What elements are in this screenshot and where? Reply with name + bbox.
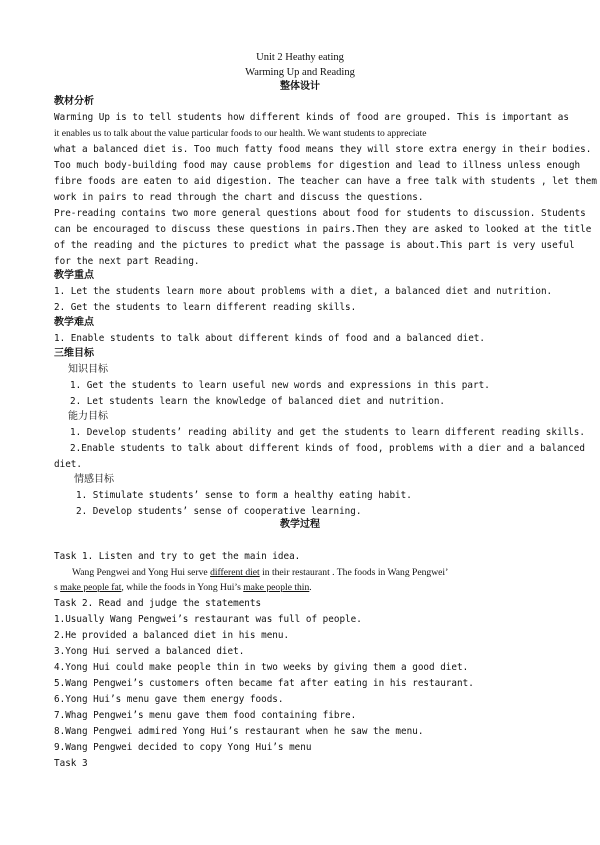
difficulty-item: 1. Enable students to talk about different kinds of food and a balanced diet. [54,333,485,344]
analysis-line: what a balanced diet is. Too much fatty food means they will store extra energy in their bodies. [54,144,592,155]
key-point-item: 1. Let the students learn more about problems with a diet, a balanced diet and nutrition. [54,286,553,297]
task3-title: Task 3 [54,758,88,769]
knowledge-objective: 2. Let students learn the knowledge of balanced diet and nutrition. [70,396,446,407]
overall-design-heading: 整体设计 [280,81,320,92]
process-heading: 教学过程 [280,519,320,530]
emotion-objectives-heading: 情感目标 [74,474,114,485]
emotion-objective: 2. Develop students’ sense of cooperative learning. [76,506,362,517]
knowledge-objectives-heading: 知识目标 [68,364,108,375]
statement-item: 2.He provided a balanced diet in his menu. [54,630,290,641]
statement-item: 8.Wang Pengwei admired Yong Hui’s restaurant when he saw the menu. [54,726,424,737]
task1-text: Wang Pengwei and Yong Hui serve [72,567,211,578]
task1-text: , while the foods in Yong Hui’s [121,582,244,593]
analysis-heading: 教材分析 [54,96,94,107]
key-points-heading: 教学重点 [54,270,94,281]
statement-item: 4.Yong Hui could make people thin in two weeks by giving them a good diet. [54,662,469,673]
statement-item: 7.Whag Pengwei’s menu gave them food containing fibre. [54,710,357,721]
analysis-line: of the reading and the pictures to predict what the passage is about.This part is very useful [54,240,575,251]
lesson-title: Warming Up and Reading [245,67,355,78]
analysis-line: work in pairs to read through the chart and discuss the questions. [54,192,424,203]
analysis-line: can be encouraged to discuss these questions in pairs.Then they are asked to looked at the title [54,224,592,235]
task1-blank: make people thin [243,582,310,593]
statement-item: 6.Yong Hui’s menu gave them energy foods. [54,694,284,705]
ability-objectives-heading: 能力目标 [68,411,108,422]
statement-item: 5.Wang Pengwei’s customers often became fat after eating in his restaurant. [54,678,474,689]
key-point-item: 2. Get the students to learn different reading skills. [54,302,357,313]
ability-objective: 2.Enable students to talk about different kinds of food, problems with a dier and a balanced [70,443,585,454]
task1-title: Task 1. Listen and try to get the main idea. [54,551,301,562]
unit-title: Unit 2 Heathy eating [256,52,344,63]
task1-text: s [54,582,61,593]
task1-line [54,582,312,594]
task1-text: in their restaurant . The foods in Wang Pengwei’ [259,567,449,578]
statement-item: 9.Wang Pengwei decided to copy Yong Hui’s menu [54,742,312,753]
task2-title: Task 2. Read and judge the statements [54,598,262,609]
ability-objective: 1. Develop students’ reading ability and get the students to learn different reading skills. [70,427,585,438]
ability-objective: diet. [54,459,82,470]
analysis-line: Warming Up is to tell students how different kinds of food are grouped. This is important as [54,112,569,123]
task1-text: . [309,582,312,593]
analysis-line: for the next part Reading. [54,256,200,267]
difficulties-heading: 教学难点 [54,317,94,328]
task1-line [72,567,448,579]
objectives-heading: 三维目标 [54,348,94,359]
analysis-line: it enables us to talk about the value particular foods to our health. We want students to appreciate [54,128,427,139]
analysis-line: Pre-reading contains two more general questions about food for students to discussion. Students [54,208,586,219]
analysis-line: fibre foods are eaten to aid digestion. The teacher can have a free talk with students , let them [54,176,597,187]
task1-blank: make people fat [60,582,122,593]
emotion-objective: 1. Stimulate students’ sense to form a healthy eating habit. [76,490,412,501]
statement-item: 1.Usually Wang Pengwei’s restaurant was full of people. [54,614,362,625]
task1-blank: different diet [210,567,260,578]
knowledge-objective: 1. Get the students to learn useful new words and expressions in this part. [70,380,490,391]
statement-item: 3.Yong Hui served a balanced diet. [54,646,245,657]
analysis-line: Too much body-building food may cause problems for digestion and lead to illness unless enough [54,160,581,171]
